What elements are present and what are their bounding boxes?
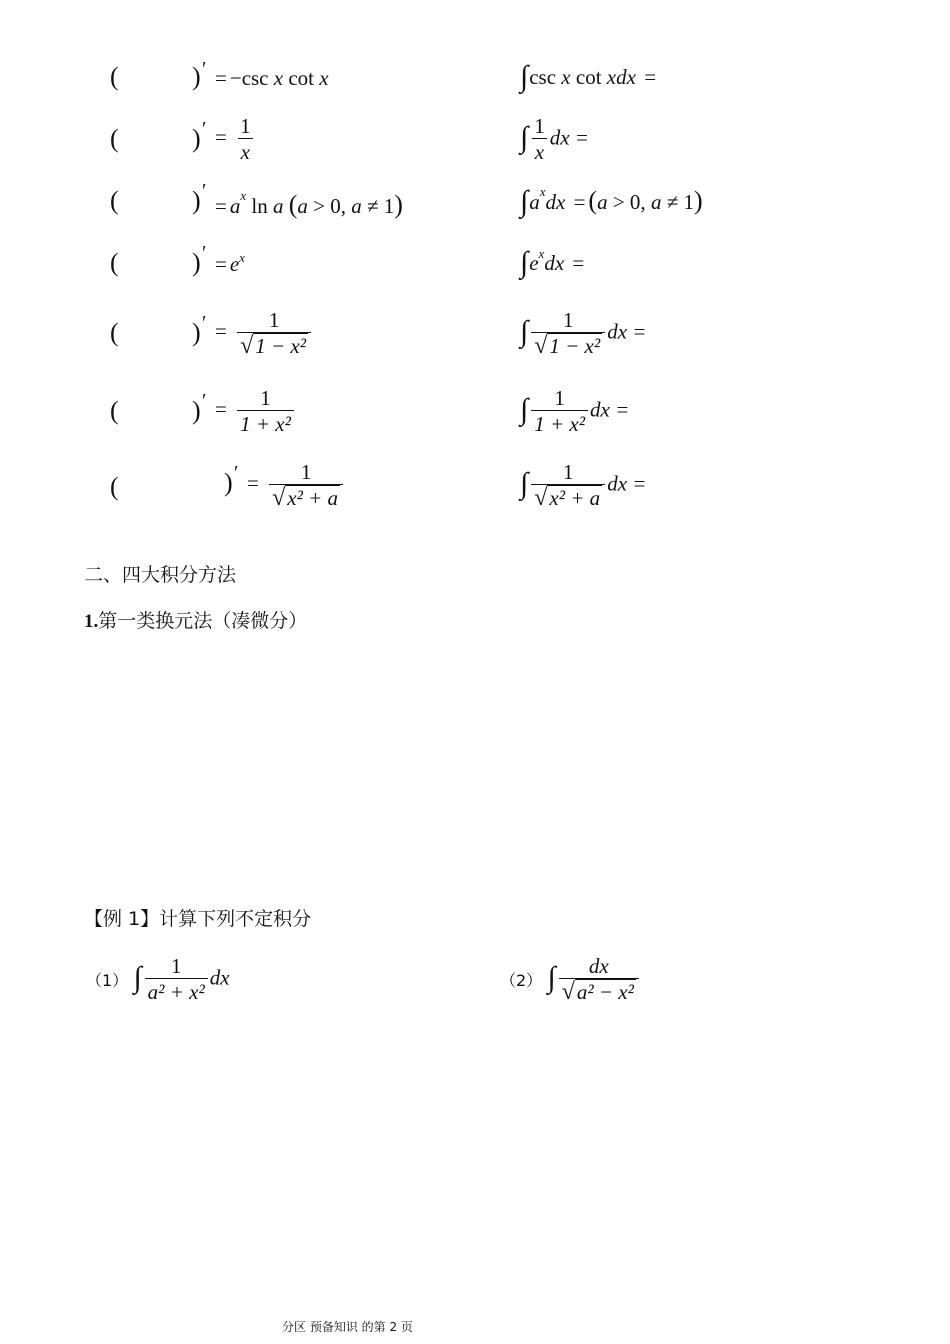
blank-open-paren: ( [110, 62, 119, 91]
blank-open-paren: ( [110, 472, 119, 501]
blank-close-paren: ) [192, 318, 201, 347]
prime-mark: ′ [202, 58, 207, 80]
example-problem-1: （1） ∫ $\frac{1}{\text{a² + x²}}$ dx [86, 954, 230, 1004]
integral-3: $\int a^xdx = (a > 0$, a ≠ 1) [520, 184, 703, 219]
integral-5: ∫ 1 √ 1 − x² dx = [520, 308, 647, 359]
integral-4: $\int e^xdx$ = [520, 246, 585, 279]
example-heading: 【例 1】计算下列不定积分 [84, 908, 312, 930]
derivative-7: = 1 √ x² + a [244, 460, 345, 511]
blank-close-paren: ) [192, 186, 201, 215]
blank-close-paren: ) [192, 248, 201, 277]
integral-2: ∫ $\frac{1}{x}$ dx = [520, 114, 589, 164]
integral-6: ∫ $\frac{1}{\text{1 + x²}}$ dx = [520, 386, 630, 436]
blank-open-paren: ( [110, 124, 119, 153]
derivative-1: = −csc x cot x [215, 66, 329, 90]
prime-mark: ′ [202, 180, 207, 202]
prime-mark: ′ [202, 312, 207, 334]
blank-open-paren: ( [110, 396, 119, 425]
blank-close-paren: ) [224, 468, 233, 497]
derivative-4: = $e^x$ [215, 250, 245, 276]
blank-close-paren: ) [192, 396, 201, 425]
derivative-2: = $\frac{1}{x}$ [212, 114, 256, 165]
integral-1: ∫csc x cot xdx = [520, 60, 657, 93]
blank-close-paren: ) [192, 62, 201, 91]
prime-mark: ′ [202, 118, 207, 140]
section-title: 二、四大积分方法 [84, 564, 237, 586]
blank-close-paren: ) [192, 124, 201, 153]
derivative-6: = $\frac{1}{\text{1 + x²}}$ [212, 386, 296, 437]
integral-7: ∫ 1 √ x² + a dx = [520, 460, 647, 511]
section-subtitle: 1.第一类换元法（凑微分） [84, 610, 308, 632]
blank-open-paren: ( [110, 318, 119, 347]
derivative-5: = 1 √ 1 − x² [212, 308, 313, 359]
blank-open-paren: ( [110, 248, 119, 277]
prime-mark: ′ [202, 242, 207, 264]
derivative-3: = $a^x$ ln a (a > 0, a ≠ 1) [215, 188, 403, 219]
page-footer: 分区 预备知识 的第 2 页 [282, 1320, 413, 1334]
prime-mark: ′ [234, 462, 239, 484]
prime-mark: ′ [202, 390, 207, 412]
example-problem-2: （2） ∫ dx √ a² − x² [500, 954, 641, 1005]
blank-open-paren: ( [110, 186, 119, 215]
